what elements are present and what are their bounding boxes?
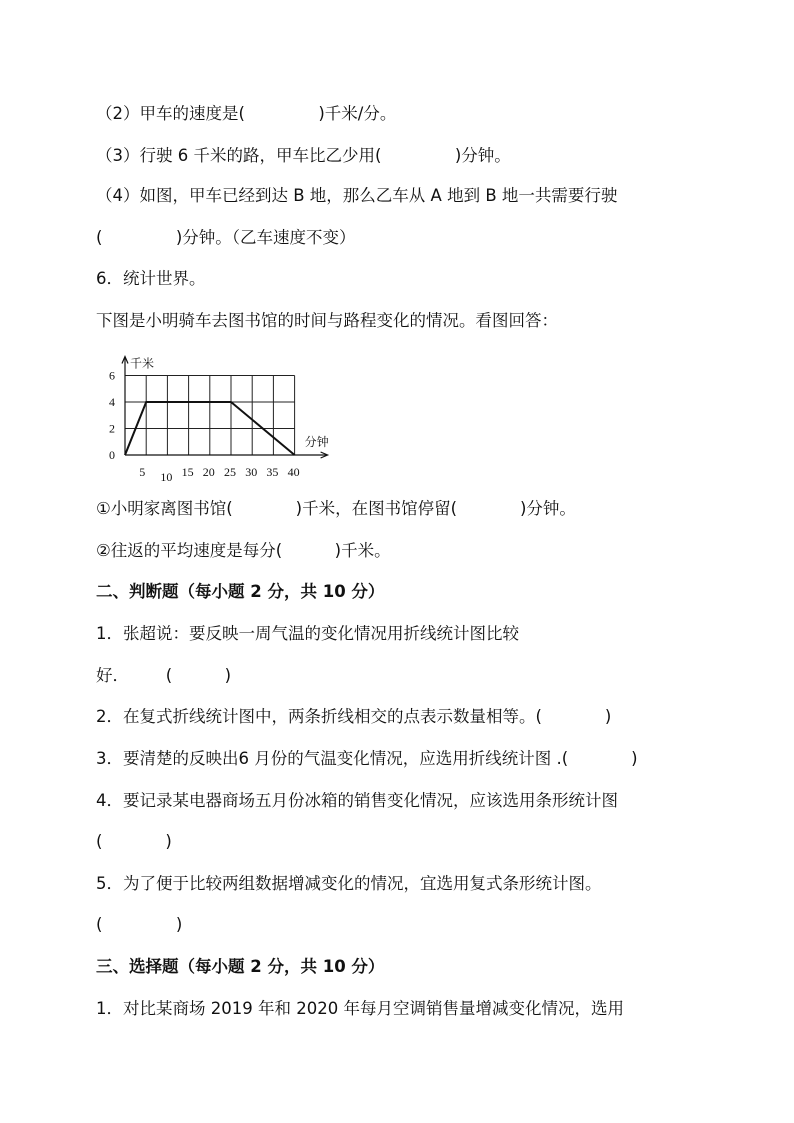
x-tick-label: 10 (160, 470, 173, 482)
question-6-title: 6．统计世界。 (96, 269, 206, 288)
judge-1-cont: 好． ( ) (96, 666, 232, 685)
question-6-1: ①小明家离图书馆( )千米，在图书馆停留( )分钟。 (96, 499, 576, 518)
question-4-3: （3）行驶 6 千米的路，甲车比乙少用( )分钟。 (96, 146, 511, 165)
x-tick-label: 35 (266, 465, 279, 479)
judge-5: 5．为了便于比较两组数据增减变化的情况，宜选用复式条形统计图。 (96, 874, 602, 893)
x-tick-label: 25 (224, 465, 236, 479)
choice-1: 1．对比某商场 2019 年和 2020 年每月空调销售量增减变化情况，选用 (96, 999, 624, 1018)
y-axis-label: 千米 (130, 356, 155, 371)
y-tick-label: 0 (109, 448, 115, 462)
section-3-heading: 三、选择题（每小题 2 分，共 10 分） (96, 957, 385, 976)
question-6-2: ②往返的平均速度是每分( )千米。 (96, 541, 391, 560)
x-tick-label: 15 (181, 465, 194, 479)
judge-3: 3．要清楚的反映出6 月份的气温变化情况，应选用折线统计图 .( ) (96, 749, 638, 768)
judge-4: 4．要记录某电器商场五月份冰箱的销售变化情况，应该选用条形统计图 (96, 791, 618, 810)
distance-time-chart (100, 350, 340, 482)
question-6-intro: 下图是小明骑车去图书馆的时间与路程变化的情况。看图回答： (96, 311, 558, 330)
y-tick-label: 4 (109, 395, 115, 409)
judge-2: 2．在复式折线统计图中，两条折线相交的点表示数量相等。( ) (96, 707, 612, 726)
x-tick-label: 20 (202, 465, 215, 479)
y-tick-label: 2 (109, 421, 115, 436)
question-4-4: （4）如图，甲车已经到达 B 地，那么乙车从 A 地到 B 地一共需要行驶 (96, 186, 618, 205)
x-tick-label: 5 (139, 465, 146, 479)
judge-5-cont: ( ) (96, 915, 183, 934)
x-tick-label: 30 (245, 465, 258, 479)
x-tick-label: 40 (287, 465, 300, 479)
judge-1: 1．张超说：要反映一周气温的变化情况用折线统计图比较 (96, 624, 519, 643)
question-4-2: （2）甲车的速度是( )千米/分。 (96, 104, 397, 123)
question-4-4-cont: ( )分钟。（乙车速度不变） (96, 228, 356, 247)
x-axis-label: 分钟 (304, 435, 329, 449)
judge-4-cont: ( ) (96, 832, 172, 851)
y-tick-label: 6 (109, 368, 115, 383)
section-2-heading: 二、判断题（每小题 2 分，共 10 分） (96, 582, 385, 601)
